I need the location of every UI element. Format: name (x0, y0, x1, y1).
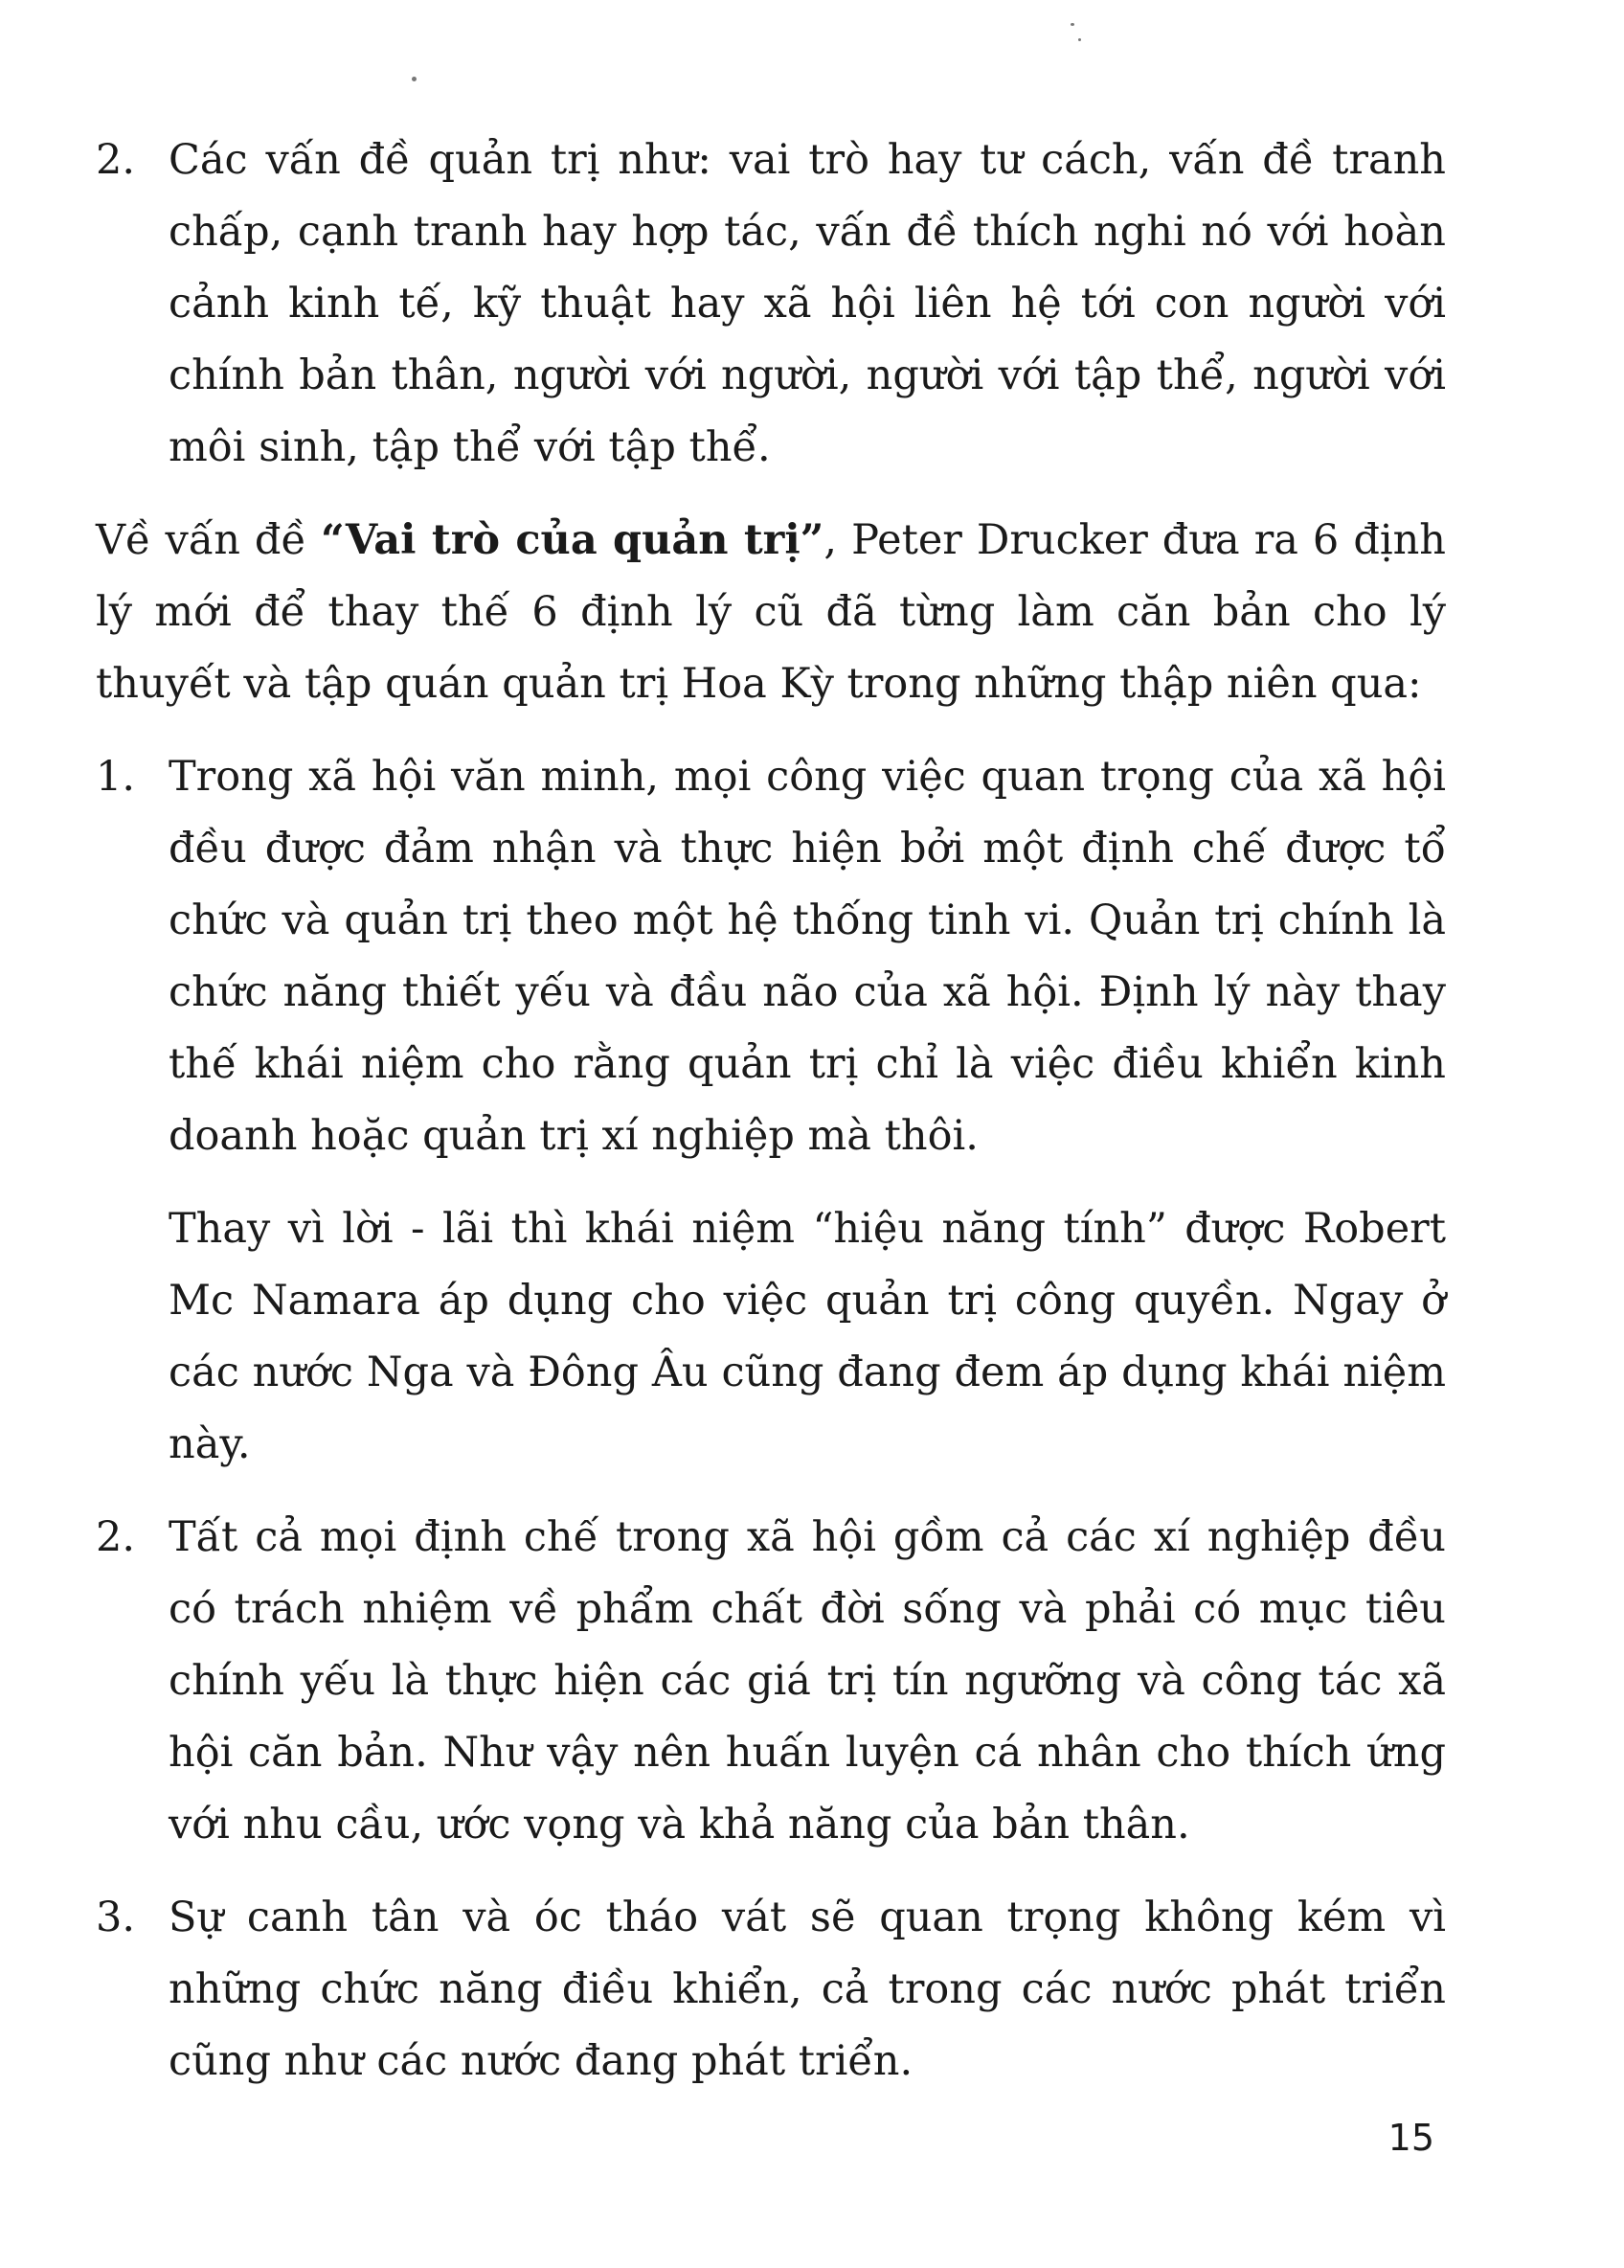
list-item-body (169, 741, 1446, 1481)
scan-speck (412, 77, 417, 81)
list-item-body (169, 1882, 1446, 2098)
list-item-text: Các vấn đề quản trị như: vai trò hay tư cách, vấn đề tranh chấp, cạnh tranh hay hợp tác, vấn đề thích nghi nó với hoàn cảnh kinh tế, kỹ thuật hay xã hội liên hệ tới con người với chính bản thân, người với người, người với tập thể, người với môi sinh, tập thể với tập thể. (169, 136, 1446, 471)
page-number: 15 (1387, 2117, 1434, 2159)
list-item (96, 125, 1446, 484)
list-item-number: 1. (96, 753, 136, 801)
list-item-number: 2. (96, 1513, 136, 1561)
intro-bold-term: “Vai trò của quản trị” (320, 516, 824, 564)
list-item-text: Trong xã hội văn minh, mọi công việc quan trọng của xã hội đều được đảm nhận và thực hiện bởi một định chế được tổ chức và quản trị theo một hệ thống tinh vi. Quản trị chính là chức năng thiết yếu và đầu não của xã hội. Định lý này thay thế khái niệm cho rằng quản trị chỉ là việc điều khiển kinh doanh hoặc quản trị xí nghiệp mà thôi. (169, 753, 1446, 1160)
intro-paragraph (96, 505, 1446, 720)
list-item-number: 2. (96, 136, 136, 184)
page-content (96, 125, 1446, 2119)
intro-text-after: , Peter Drucker đưa ra 6 định lý mới để thay thế 6 định lý cũ đã từng làm căn bản cho lý thuyết và tập quán quản trị Hoa Kỳ trong những thập niên qua: (96, 516, 1446, 708)
list-item-text: Tất cả mọi định chế trong xã hội gồm cả các xí nghiệp đều có trách nhiệm về phẩm chất đời sống và phải có mục tiêu chính yếu là thực hiện các giá trị tín ngưỡng và công tác xã hội căn bản. Như vậy nên huấn luyện cá nhân cho thích ứng với nhu cầu, ước vọng và khả năng của bản thân. (169, 1513, 1446, 1848)
scan-speck (1078, 38, 1081, 41)
list-item-body (169, 1502, 1446, 1861)
list-item-text: Sự canh tân và óc tháo vát sẽ quan trọng không kém vì những chức năng điều khiển, cả trong các nước phát triển cũng như các nước đang phát triển. (169, 1894, 1446, 2085)
list-item-body (169, 125, 1446, 484)
intro-text-before: Về vấn đề (96, 516, 321, 564)
list-item (96, 1882, 1446, 2098)
list-item (96, 1502, 1446, 1861)
list-item-text: Thay vì lời - lãi thì khái niệm “hiệu năng tính” được Robert Mc Namara áp dụng cho việc quản trị công quyền. Ngay ở các nước Nga và Đông Âu cũng đang đem áp dụng khái niệm này. (169, 1205, 1446, 1468)
scan-speck (1071, 23, 1074, 26)
list-item-number: 3. (96, 1894, 136, 1941)
list-item (96, 741, 1446, 1481)
